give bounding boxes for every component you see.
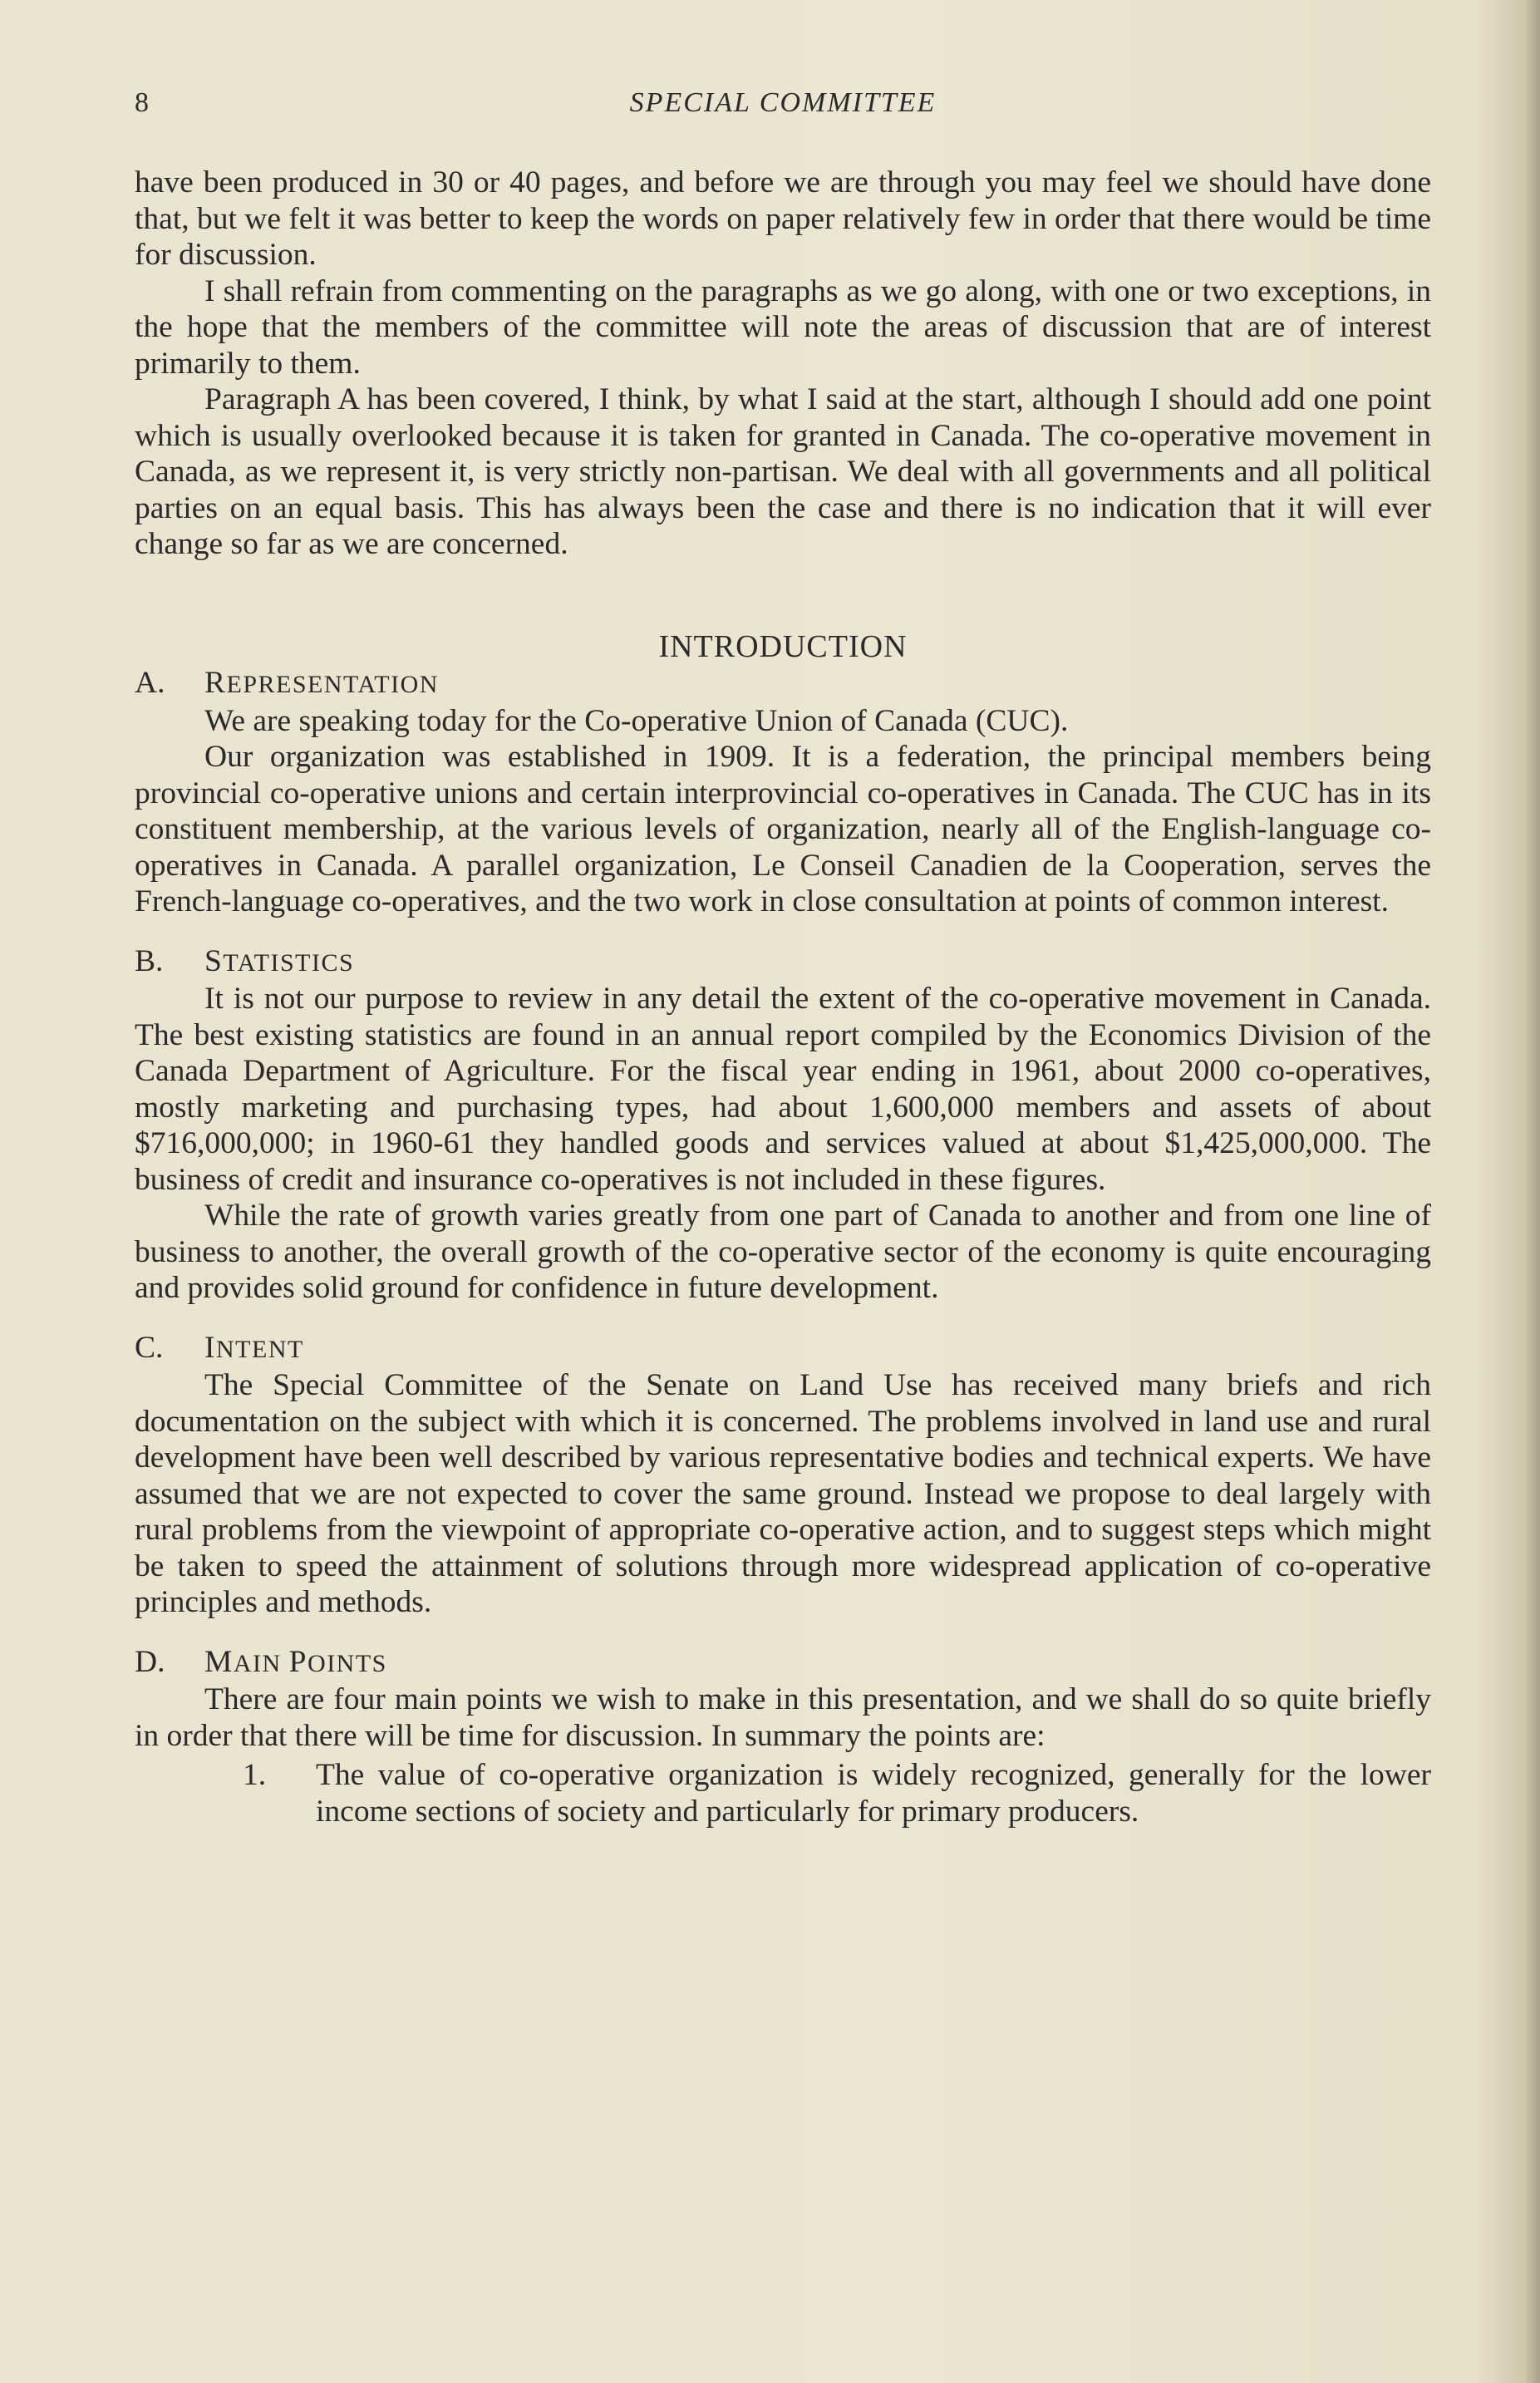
section-heading-text: INTENT — [204, 1330, 304, 1365]
section-heading-text: REPRESENTATION — [204, 666, 439, 700]
body-paragraph: Our organization was established in 1909. It is a federation, the principal members being provincial co-operative unions and certain interprovincial co-operatives in Canada. The CUC has in its constituent membership, at the various levels of organization, nearly all of the English-language co-operatives in Canada. A parallel organization, Le Conseil Canadien de la Cooperation, serves the French-language co-operatives, and the two work in close consultation at points of common interest. — [135, 740, 1431, 918]
continuation-paragraph: Paragraph A has been covered, I think, by what I said at the start, although I should add one point which is usually overlooked because it is taken for granted in Canada. The co-operative movement in Canada, as we represent it, is very strictly non-partisan. We deal with all governments and all political parties on an equal basis. This has always been the case and there is no indication that it will ever change so far as we are concerned. — [135, 382, 1431, 561]
section-heading-d — [135, 1644, 1431, 1682]
section-heading-text: STATISTICS — [204, 943, 355, 978]
list-item-number: 1. — [243, 1758, 267, 1792]
section-heading-text: MAIN POINTS — [204, 1644, 387, 1679]
section-heading-a — [135, 665, 1431, 703]
body-paragraph: While the rate of growth varies greatly from one part of Canada to another and from one line of business to another, the overall growth of the co-operative sector of the economy is quite encouraging and provides solid ground for confidence in future development. — [135, 1199, 1431, 1305]
section-letter: B. — [135, 943, 164, 978]
page-number: 8 — [135, 87, 149, 118]
section-letter: C. — [135, 1330, 164, 1365]
list-item-text: The value of co-operative organization is widely recognized, generally for the lower income sections of society and particularly for primary producers. — [316, 1758, 1431, 1829]
body-paragraph: The Special Committee of the Senate on Land Use has received many briefs and rich documentation on the subject with which it is concerned. The problems involved in land use and rural development have been well described by various representative bodies and technical experts. We have assumed that we are not expected to cover the same ground. Instead we propose to deal largely with rural problems from the viewpoint of appropriate co-operative action, and to suggest steps which might be taken to speed the attainment of solutions through more widespread application of co-operative principles and methods. — [135, 1368, 1431, 1619]
continuation-paragraph: have been produced in 30 or 40 pages, and before we are through you may feel we should have done that, but we felt it was better to keep the words on paper relatively few in order that there would be time for discussion. — [135, 165, 1431, 272]
body-paragraph: It is not our purpose to review in any detail the extent of the co-operative movement in Canada. The best existing statistics are found in an annual report compiled by the Economics Division of the Canada Department of Agriculture. For the fiscal year ending in 1961, about 2000 co-operatives, mostly marketing and purchasing types, had about 1,600,000 members and assets of about $716,000,000; in 1960-61 they handled goods and services valued at about $1,425,000,000. The business of credit and insurance co-operatives is not included in these figures. — [135, 982, 1431, 1197]
section-heading-c — [135, 1330, 1431, 1368]
running-head: SPECIAL COMMITTEE — [629, 87, 937, 118]
section-letter: A. — [135, 666, 165, 700]
page-body — [135, 165, 1431, 1829]
page-header — [135, 87, 1431, 129]
continuation-paragraph: I shall refrain from commenting on the paragraphs as we go along, with one or two exceptions, in the hope that the members of the committee will note the areas of discussion that are of interest primarily to them. — [135, 273, 1431, 381]
section-letter: D. — [135, 1644, 165, 1679]
section-heading-b — [135, 943, 1431, 982]
section-title-introduction: INTRODUCTION — [658, 628, 908, 664]
body-paragraph: We are speaking today for the Co-operative Union of Canada (CUC). — [204, 703, 1069, 738]
body-paragraph: There are four main points we wish to make in this presentation, and we shall do so quite briefly in order that there will be time for discussion. In summary the points are: — [135, 1682, 1431, 1753]
list-item — [243, 1757, 1431, 1829]
